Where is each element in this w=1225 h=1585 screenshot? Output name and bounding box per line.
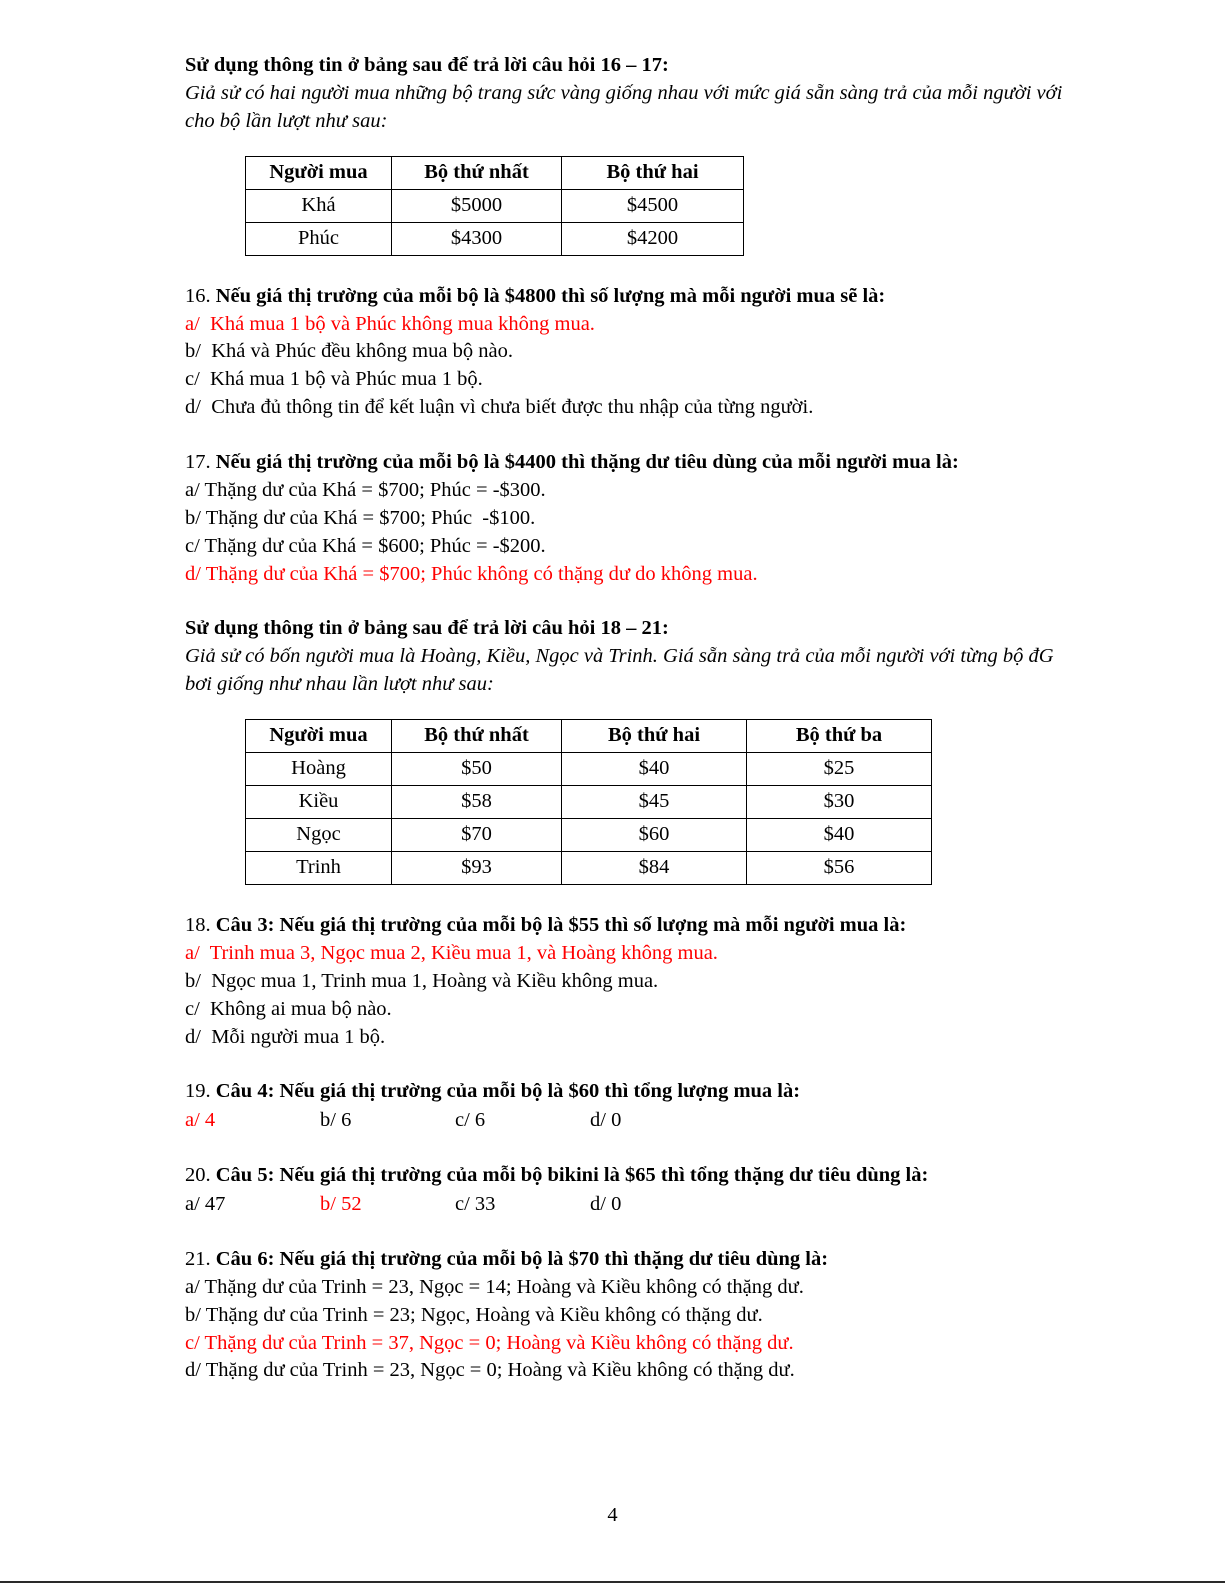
question-title <box>185 1078 1077 1106</box>
question-number: 19. <box>185 1080 211 1103</box>
section2-heading: Sử dụng thông tin ở bảng sau để trả lời câu hỏi 18 – 21: <box>185 617 669 640</box>
section2 <box>185 615 1077 699</box>
table-header-cell: Bộ thứ nhất <box>392 720 562 753</box>
option-a: a/ Trinh mua 3, Ngọc mua 2, Kiều mua 1, và Hoàng không mua. <box>185 941 718 964</box>
table-cell: $58 <box>392 786 562 819</box>
table-cell: Khá <box>246 189 392 222</box>
question-text: Câu 3: Nếu giá thị trường của mỗi bộ là $55 thì số lượng mà mỗi người mua là: <box>215 914 907 936</box>
question-text: Câu 5: Nếu giá thị trường của mỗi bộ bikini là $65 thì tổng thặng dư tiêu dùng là: <box>215 1164 929 1187</box>
table-cell: $30 <box>747 786 932 819</box>
option-b: b/ Thặng dư của Trinh = 23; Ngọc, Hoàng và Kiều không có thặng dư. <box>185 1303 763 1326</box>
inline-options <box>185 1191 1077 1219</box>
table-header-row <box>246 156 744 189</box>
table-header-cell: Bộ thứ nhất <box>392 156 562 189</box>
table-cell: Kiều <box>246 786 392 819</box>
question-17 <box>185 449 1077 588</box>
table-cell: $70 <box>392 819 562 852</box>
option-c: c/ Thặng dư của Khá = $600; Phúc = -$200. <box>185 534 546 557</box>
question-16 <box>185 283 1077 422</box>
page-bottom-rule <box>0 1581 1225 1583</box>
inline-options <box>185 1107 1077 1135</box>
table-cell: $5000 <box>392 189 562 222</box>
option-a: a/ 47 <box>185 1193 226 1215</box>
option-d: d/ Mỗi người mua 1 bộ. <box>185 1025 386 1048</box>
table-cell: $40 <box>562 753 747 786</box>
section1-heading: Sử dụng thông tin ở bảng sau để trả lời câu hỏi 16 – 17: <box>185 54 669 76</box>
question-text: Câu 4: Nếu giá thị trường của mỗi bộ là $60 thì tổng lượng mua là: <box>215 1080 801 1103</box>
table-header-cell: Bộ thứ hai <box>562 156 744 189</box>
table-cell: $25 <box>747 753 932 786</box>
question-number: 18. <box>185 914 211 936</box>
question-text: Câu 6: Nếu giá thị trường của mỗi bộ là $70 thì thặng dư tiêu dùng là: <box>215 1247 829 1270</box>
table-cell: $4300 <box>392 222 562 255</box>
table-cell: Hoàng <box>246 753 392 786</box>
option-a: a/ 4 <box>185 1109 216 1132</box>
question-number: 21. <box>185 1247 211 1270</box>
option-c: c/ 33 <box>455 1193 496 1215</box>
price-table-16-17 <box>245 156 744 256</box>
question-title <box>185 449 1077 477</box>
table-row <box>246 852 932 885</box>
option-c: c/ Không ai mua bộ nào. <box>185 997 392 1020</box>
option-b: b/ Khá và Phúc đều không mua bộ nào. <box>185 340 513 363</box>
table-cell: $60 <box>562 819 747 852</box>
option-a: a/ Thặng dư của Trinh = 23, Ngọc = 14; Hoàng và Kiều không có thặng dư. <box>185 1275 804 1298</box>
table-cell: $93 <box>392 852 562 885</box>
option-d: d/ Chưa đủ thông tin để kết luận vì chưa biết được thu nhập của từng người. <box>185 396 814 419</box>
table-cell: Ngọc <box>246 819 392 852</box>
option-c: c/ 6 <box>455 1109 486 1132</box>
price-table-18-21 <box>245 719 932 885</box>
option-b: b/ Thặng dư của Khá = $700; Phúc -$100. <box>185 506 536 529</box>
page-number: 4 <box>607 1504 618 1526</box>
question-title <box>185 912 1077 940</box>
option-a: a/ Thặng dư của Khá = $700; Phúc = -$300. <box>185 478 546 501</box>
option-d: d/ 0 <box>590 1193 622 1215</box>
table-row <box>246 189 744 222</box>
option-c: c/ Khá mua 1 bộ và Phúc mua 1 bộ. <box>185 368 483 391</box>
question-number: 20. <box>185 1164 211 1187</box>
question-number: 17. <box>185 451 211 473</box>
question-title <box>185 283 1077 311</box>
option-c: c/ Thặng dư của Trinh = 37, Ngọc = 0; Hoàng và Kiều không có thặng dư. <box>185 1331 794 1354</box>
question-title <box>185 1162 1077 1190</box>
option-b: b/ 52 <box>320 1193 362 1215</box>
table-cell: Phúc <box>246 222 392 255</box>
table-header-cell: Người mua <box>246 156 392 189</box>
table-row <box>246 222 744 255</box>
option-a: a/ Khá mua 1 bộ và Phúc không mua không mua. <box>185 312 595 335</box>
option-d: d/ Thặng dư của Khá = $700; Phúc không có thặng dư do không mua. <box>185 562 758 585</box>
table-cell: $45 <box>562 786 747 819</box>
question-text: Nếu giá thị trường của mỗi bộ là $4800 thì số lượng mà mỗi người mua sẽ là: <box>215 284 886 307</box>
question-19 <box>185 1078 1077 1135</box>
table-header-cell: Bộ thứ hai <box>562 720 747 753</box>
question-text: Nếu giá thị trường của mỗi bộ là $4400 thì thặng dư tiêu dùng của mỗi người mua là: <box>215 451 959 473</box>
question-20 <box>185 1162 1077 1219</box>
table-row <box>246 786 932 819</box>
table-cell: $50 <box>392 753 562 786</box>
question-number: 16. <box>185 284 211 307</box>
table-row <box>246 753 932 786</box>
section2-intro: Giả sử có bốn người mua là Hoàng, Kiều, Ngọc và Trinh. Giá sẵn sàng trả của mỗi người với từng bộ đG bơi giống như nhau lần lượt như sau: <box>185 645 1054 696</box>
table-header-cell: Bộ thứ ba <box>747 720 932 753</box>
question-21 <box>185 1246 1077 1385</box>
table-cell: $40 <box>747 819 932 852</box>
question-title <box>185 1246 1077 1274</box>
table-row <box>246 819 932 852</box>
table-header-cell: Người mua <box>246 720 392 753</box>
question-18 <box>185 912 1077 1051</box>
option-b: b/ Ngọc mua 1, Trinh mua 1, Hoàng và Kiều không mua. <box>185 969 659 992</box>
section1-intro: Giả sử có hai người mua những bộ trang sức vàng giống nhau với mức giá sẵn sàng trả của mỗi người với cho bộ lần lượt như sau: <box>185 81 1063 132</box>
table-cell: $84 <box>562 852 747 885</box>
page-footer <box>0 1504 1225 1527</box>
option-d: d/ 0 <box>590 1109 622 1132</box>
option-d: d/ Thặng dư của Trinh = 23, Ngọc = 0; Hoàng và Kiều không có thặng dư. <box>185 1359 795 1382</box>
table-cell: $4200 <box>562 222 744 255</box>
table-header-row <box>246 720 932 753</box>
table-cell: $56 <box>747 852 932 885</box>
table-cell: $4500 <box>562 189 744 222</box>
option-b: b/ 6 <box>320 1109 352 1132</box>
table-cell: Trinh <box>246 852 392 885</box>
